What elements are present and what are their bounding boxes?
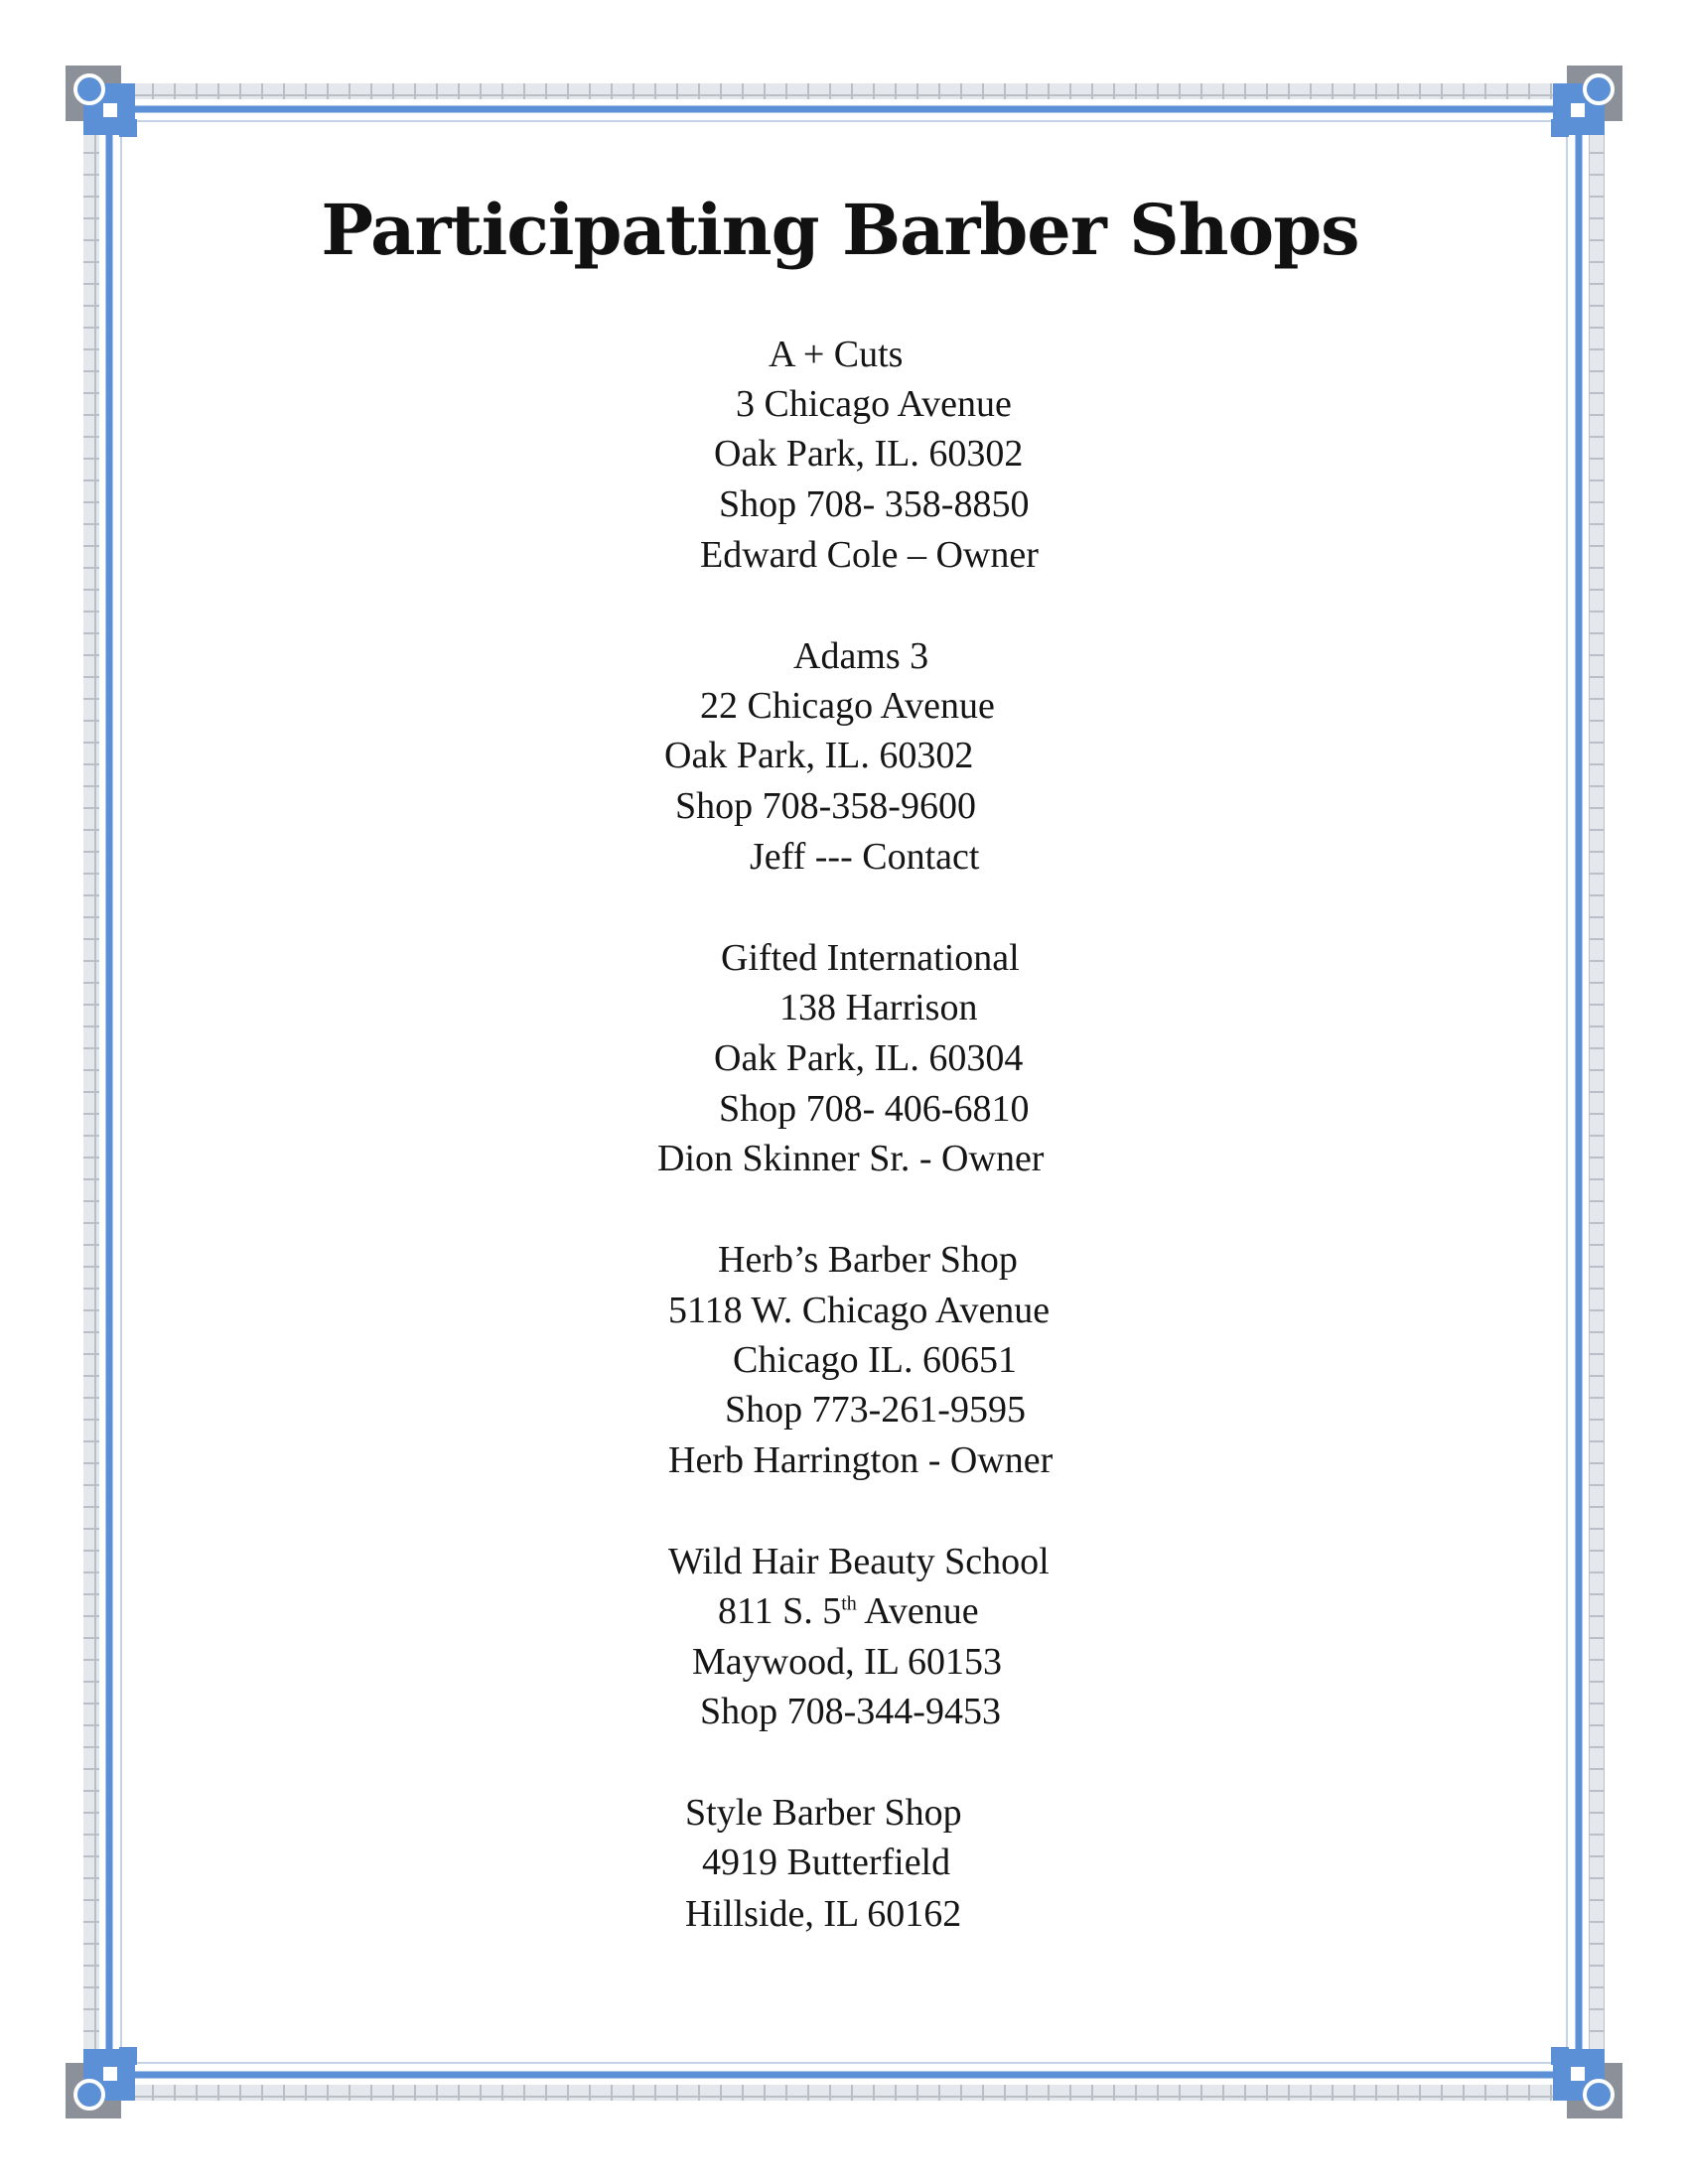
shop-contact: Dion Skinner Sr. - Owner (657, 1138, 1045, 1179)
shop-contact: Herb Harrington - Owner (668, 1439, 1054, 1481)
shop-address: 811 S. 5th Avenue (718, 1590, 979, 1632)
shop-phone: Shop 708- 406-6810 (719, 1088, 1030, 1130)
shop-city: Hillside, IL 60162 (685, 1893, 962, 1935)
border-bottom-strip (119, 2085, 1569, 2101)
shop-city: Oak Park, IL. 60302 (714, 433, 1024, 475)
shop-city: Oak Park, IL. 60302 (664, 735, 974, 776)
corner-ornament-top-right (1551, 66, 1622, 137)
border-top-strip (119, 83, 1569, 99)
corner-ornament-bottom-right (1551, 2047, 1622, 2118)
border-left-strip (83, 119, 99, 2065)
shop-name: Wild Hair Beauty School (668, 1541, 1050, 1582)
shop-phone: Shop 773-261-9595 (725, 1389, 1026, 1431)
shop-city: Oak Park, IL. 60304 (714, 1037, 1024, 1079)
shop-address: 4919 Butterfield (702, 1842, 951, 1883)
shop-phone: Shop 708- 358-8850 (719, 483, 1030, 525)
shop-name: Gifted International (721, 937, 1020, 979)
shop-address: 138 Harrison (779, 987, 978, 1028)
shop-address: 3 Chicago Avenue (736, 383, 1012, 425)
shop-contact: Jeff --- Contact (750, 836, 980, 878)
shop-address: 5118 W. Chicago Avenue (668, 1290, 1051, 1331)
shop-city: Chicago IL. 60651 (733, 1339, 1018, 1381)
shop-name: Style Barber Shop (685, 1792, 962, 1834)
shop-name: Adams 3 (793, 635, 929, 677)
shop-phone: Shop 708-344-9453 (700, 1691, 1001, 1732)
shop-contact: Edward Cole – Owner (700, 534, 1039, 576)
corner-ornament-top-left (66, 66, 137, 137)
shop-address: 22 Chicago Avenue (700, 685, 995, 727)
shop-phone: Shop 708-358-9600 (675, 785, 976, 827)
border-right-strip (1589, 119, 1605, 2065)
page-title: Participating Barber Shops (321, 189, 1359, 271)
shop-city: Maywood, IL 60153 (692, 1641, 1003, 1683)
shop-name: Herb’s Barber Shop (718, 1239, 1018, 1281)
corner-ornament-bottom-left (66, 2047, 137, 2118)
shop-name: A + Cuts (769, 334, 904, 375)
